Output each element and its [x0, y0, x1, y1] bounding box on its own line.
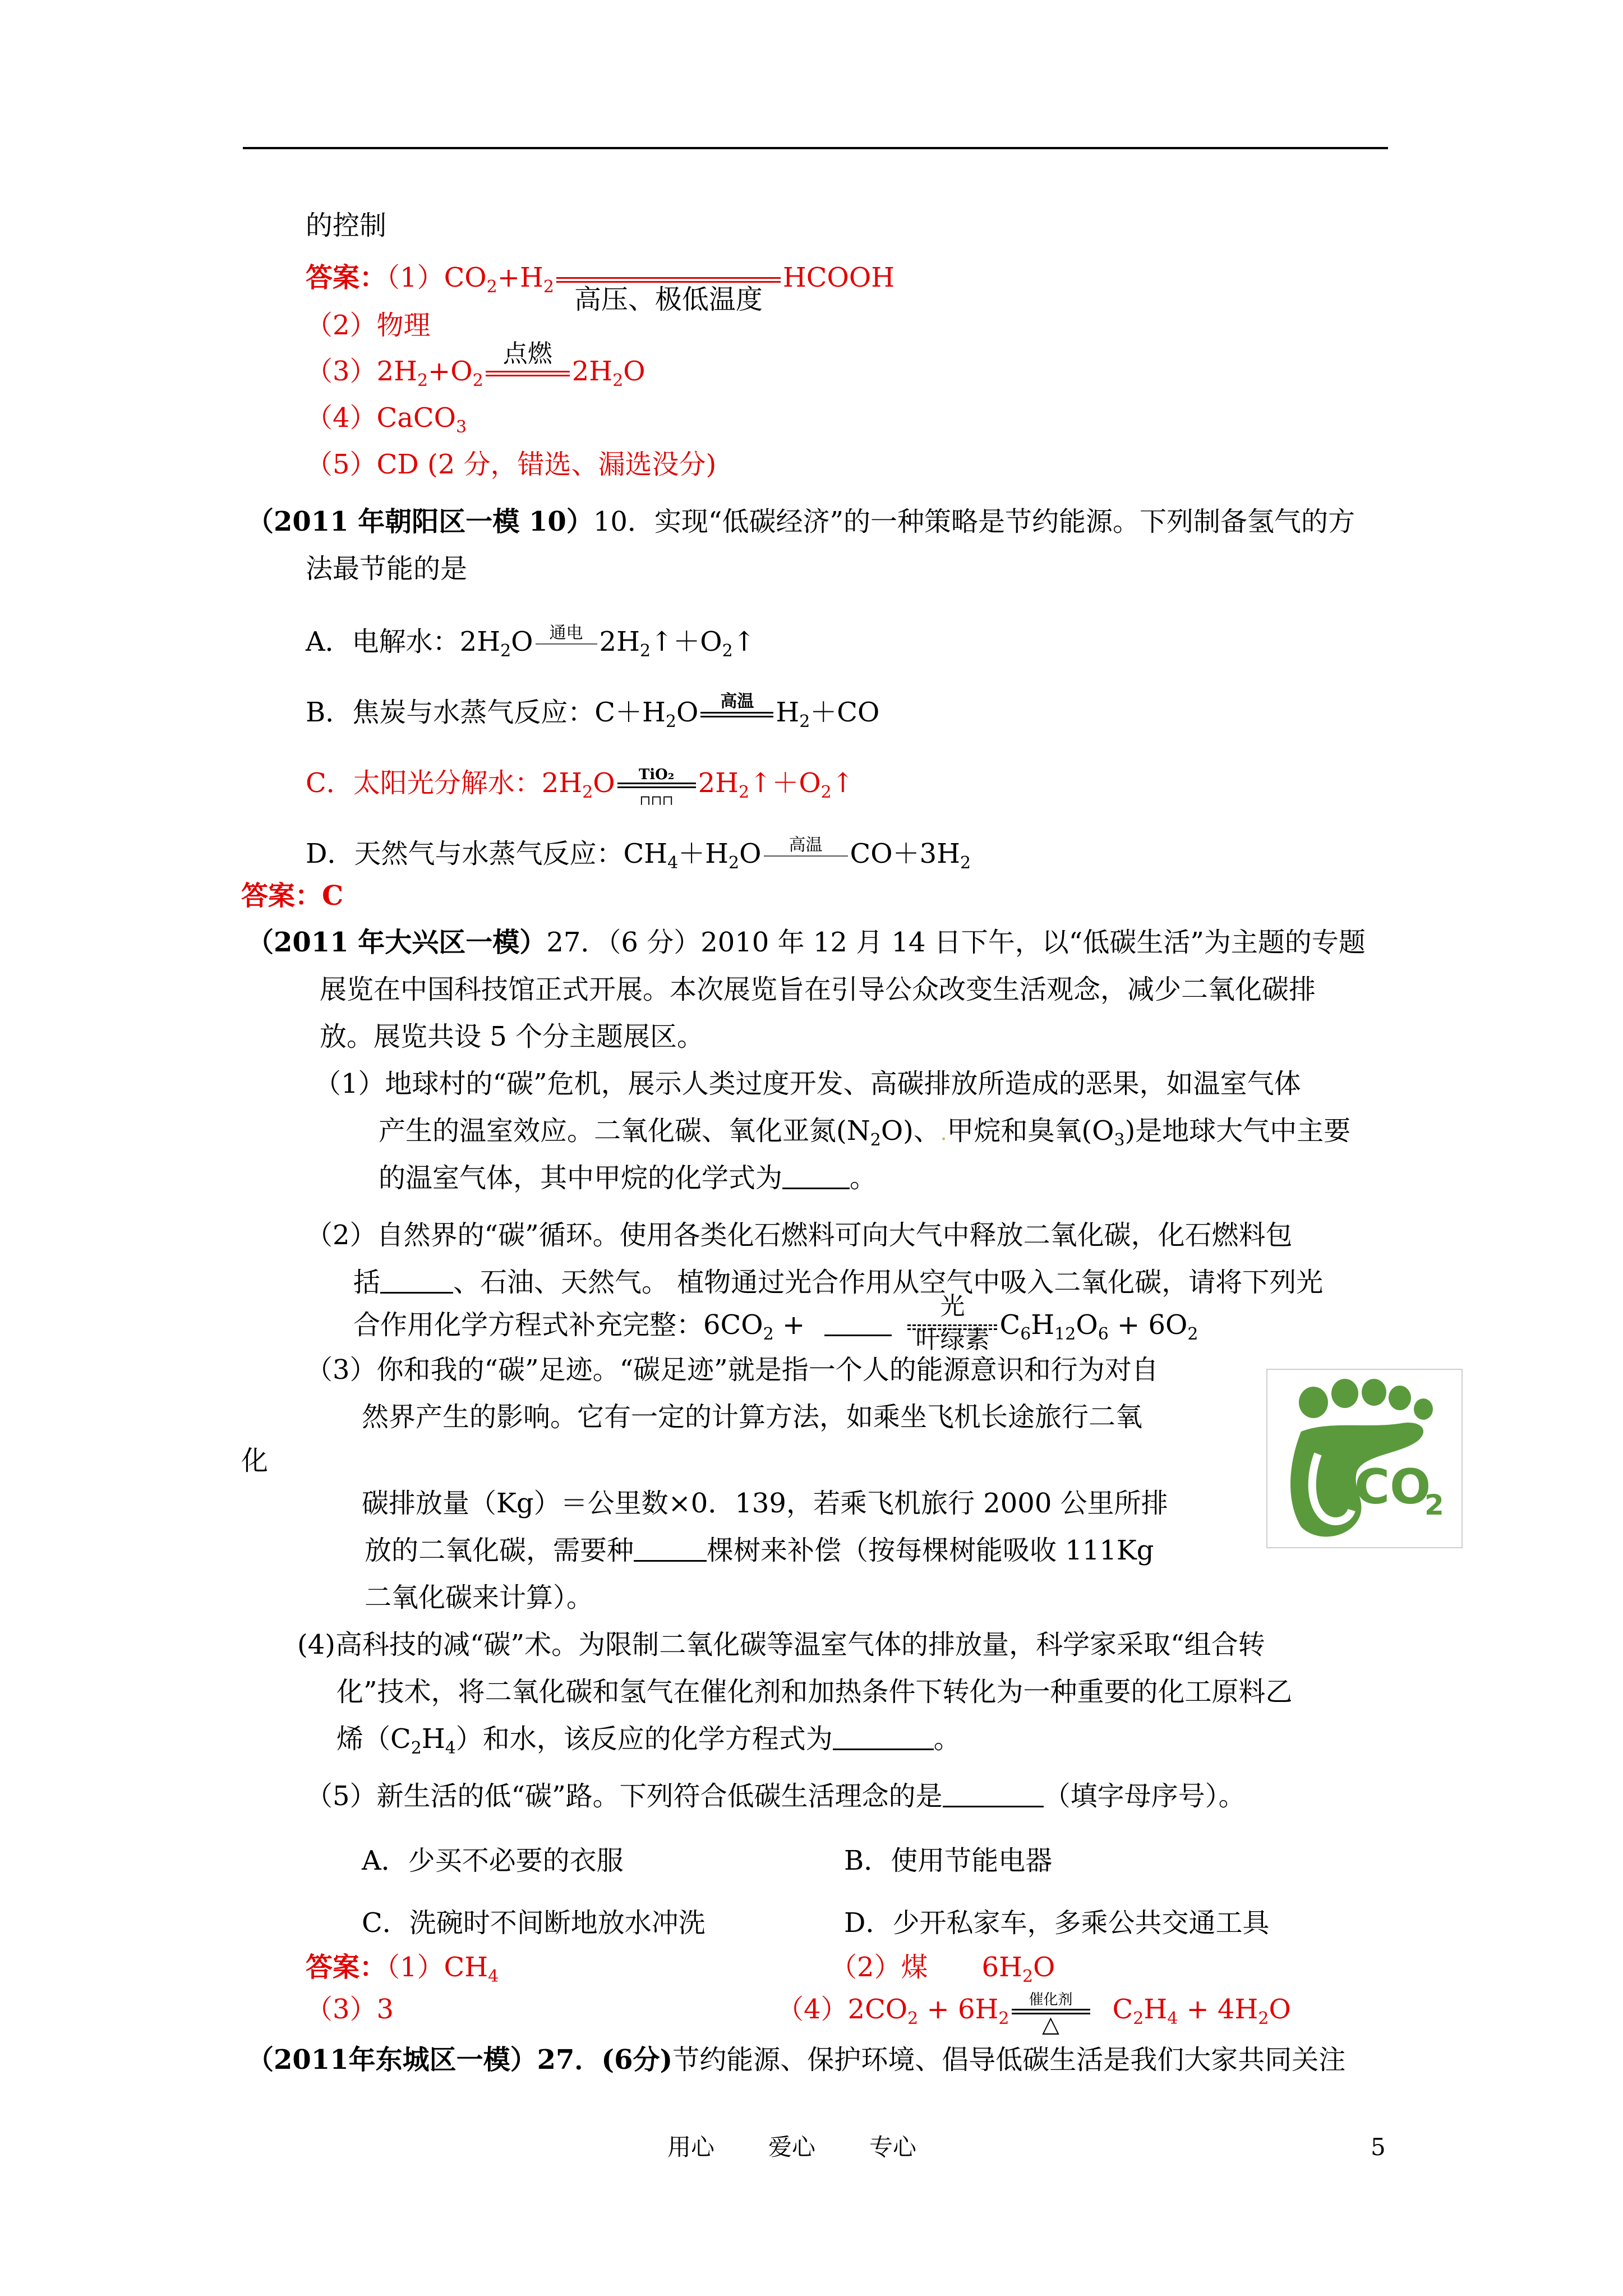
- q10-line2: 法最节能的是: [306, 553, 468, 585]
- footer-motto-1: 用心: [667, 2133, 715, 2161]
- q10-line1: （2011 年朝阳区一模 10）10．实现“低碳经济”的一种策略是节约能源。下列制备氢气的方: [247, 506, 1355, 537]
- q27-line3: 放。展览共设 5 个分主题展区。: [320, 1021, 704, 1052]
- q27-part1-line2: 产生的温室效应。二氧化碳、氧化亚氮$(N_2O)$、.甲烷和臭氧$(O_3)$是地球大气中主要: [379, 1115, 1351, 1150]
- answer-blank[interactable]: [782, 1188, 850, 1189]
- q27-answer-1: 答案：$(1)CH_4$: [306, 1952, 499, 1986]
- svg-text:CO: CO: [1354, 1459, 1431, 1515]
- page-number: 5: [1371, 2133, 1386, 2161]
- q27-answer-4: $(4)2CO_2 + 6H_2$ 催化剂 △ $C_2H_4 + 4H_2O$: [777, 1991, 1291, 2037]
- q27-option-a: A．少买不必要的衣服: [362, 1845, 624, 1876]
- prev-question-tail: 的控制: [306, 210, 387, 241]
- q27-line2: 展览在中国科技馆正式开展。本次展览旨在引导公众改变生活观念，减少二氧化碳排: [320, 974, 1316, 1005]
- q27-part2-line2: 括 、石油、天然气。 植物通过光合作用从空气中吸入二氧化碳，请将下列光: [353, 1267, 1324, 1298]
- q27-answer-3: （3）3: [306, 1994, 394, 2025]
- svg-text:2: 2: [1424, 1489, 1444, 1521]
- q27-part5-line1: （5）新生活的低“碳”路。下列符合低碳生活理念的是 （填字母序号）。: [306, 1780, 1246, 1812]
- answer-4: （4）CaCO$_3$: [306, 402, 467, 437]
- q27-option-b: B．使用节能电器: [844, 1845, 1053, 1876]
- answer-blank[interactable]: [380, 1292, 453, 1294]
- reaction-arrow: 光 叶绿素: [907, 1324, 997, 1330]
- footer-motto-2: 爱心: [768, 2133, 816, 2161]
- reaction-arrow: 点燃: [486, 371, 570, 376]
- answer-blank[interactable]: [634, 1560, 707, 1562]
- q10-option-a: A．电解水：$2H_2O$ 通电 $2H_2↑+O_2↑$: [306, 623, 755, 661]
- answer-5: （5）CD (2 分，错选、漏选没分): [306, 449, 717, 480]
- q27-option-c: C．洗碗时不间断地放水冲洗: [362, 1907, 706, 1939]
- header-rule: [243, 147, 1388, 149]
- q27-source: （2011 年大兴区一模）: [247, 927, 547, 958]
- q27-part3-line6: 二氧化碳来计算）。: [365, 1582, 594, 1613]
- q27-part2-line3: 合作用化学方程式补充完整：$6CO_2$ + 光 叶绿素 $C_6H_{12}O_6 + 6O_2$: [353, 1291, 1198, 1354]
- answer-3: $(3)2H_2+O_2$ 点燃 $2H_2O$: [306, 339, 645, 390]
- q27-part4-line2: 化”技术，将二氧化碳和氢气在催化剂和加热条件下转化为一种重要的化工原料乙: [336, 1676, 1293, 1708]
- q27-answer-2: （2）煤 $6H_2O$: [830, 1952, 1055, 1986]
- q27-option-d: D．少开私家车，多乘公共交通工具: [844, 1907, 1270, 1939]
- next-question-source: （2011年东城区一模）: [247, 2044, 537, 2076]
- answer-1: 答案：$(1)CO_2+H_2$ 高压、极低温度 HCOOH: [306, 262, 895, 315]
- co2-footprint-icon: [1267, 1370, 1461, 1547]
- q27-part3-line4: 碳排放量（Kg）＝公里数×0．139，若乘飞机旅行 2000 公里所排: [362, 1488, 1168, 1519]
- q10-option-b: B．焦炭与水蒸气反应：$C+H_2O$ 高温 $H_2+CO$: [306, 691, 880, 731]
- reaction-arrow: 催化剂 △: [1012, 2009, 1090, 2014]
- answer-blank[interactable]: [833, 1749, 934, 1750]
- answer-blank[interactable]: [943, 1806, 1044, 1807]
- answer-blank[interactable]: [824, 1335, 892, 1336]
- q27-line1: （2011 年大兴区一模）27．（6 分）2010 年 12 月 14 日下午，以“低碳生活”为主题的专题: [247, 927, 1366, 958]
- q10-option-d: D．天然气与水蒸气反应：$CH_4+H_2O$ 高温 $CO+3H_2$: [306, 835, 971, 873]
- q27-part3-line3: 化: [241, 1445, 269, 1476]
- q27-part3-line2: 然界产生的影响。它有一定的计算方法，如乘坐飞机长途旅行二氧: [362, 1401, 1143, 1433]
- q27-part4-line3: 烯$(C_2H_4)$和水，该反应的化学方程式为 。: [336, 1723, 961, 1758]
- answer-label: 答案：: [306, 262, 387, 293]
- q27-part3-line1: （3）你和我的“碳”足迹。“碳足迹”就是指一个人的能源意识和行为对自: [306, 1354, 1159, 1386]
- answer-2: （2）物理: [306, 310, 431, 341]
- q10-source: （2011 年朝阳区一模 10）: [247, 506, 593, 537]
- reaction-arrow: 高压、极低温度: [556, 277, 781, 283]
- reaction-arrow: 高温: [700, 712, 773, 717]
- q10-answer: 答案：C: [241, 880, 344, 912]
- reaction-arrow: 高温: [764, 855, 848, 857]
- q10-option-c: C．太阳光分解水：$2H_2O$ TiO₂ ⊓⊓⊓ $2H_2↑+O_2↑$: [306, 766, 854, 808]
- q27-part1-line3: 的温室气体，其中甲烷的化学式为 。: [379, 1162, 877, 1194]
- reaction-arrow: 通电: [536, 643, 597, 645]
- next-question-line1: （2011年东城区一模）27．(6分)节约能源、保护环境、倡导低碳生活是我们大家共同关注: [247, 2044, 1346, 2076]
- q27-part2-line1: （2）自然界的“碳”循环。使用各类化石燃料可向大气中释放二氧化碳，化石燃料包: [306, 1220, 1293, 1251]
- q27-part1-line1: （1）地球村的“碳”危机，展示人类过度开发、高碳排放所造成的恶果，如温室气体: [314, 1068, 1301, 1099]
- reaction-arrow: TiO₂ ⊓⊓⊓: [617, 783, 696, 788]
- co2-footprint-logo: [1266, 1369, 1463, 1548]
- q27-part3-line5: 放的二氧化碳，需要种 棵树来补偿（按每棵树能吸收 111Kg: [365, 1535, 1154, 1566]
- footer-motto-3: 专心: [869, 2133, 917, 2161]
- q27-part4-line1: (4)高科技的减“碳”术。为限制二氧化碳等温室气体的排放量，科学家采取“组合转: [297, 1629, 1265, 1660]
